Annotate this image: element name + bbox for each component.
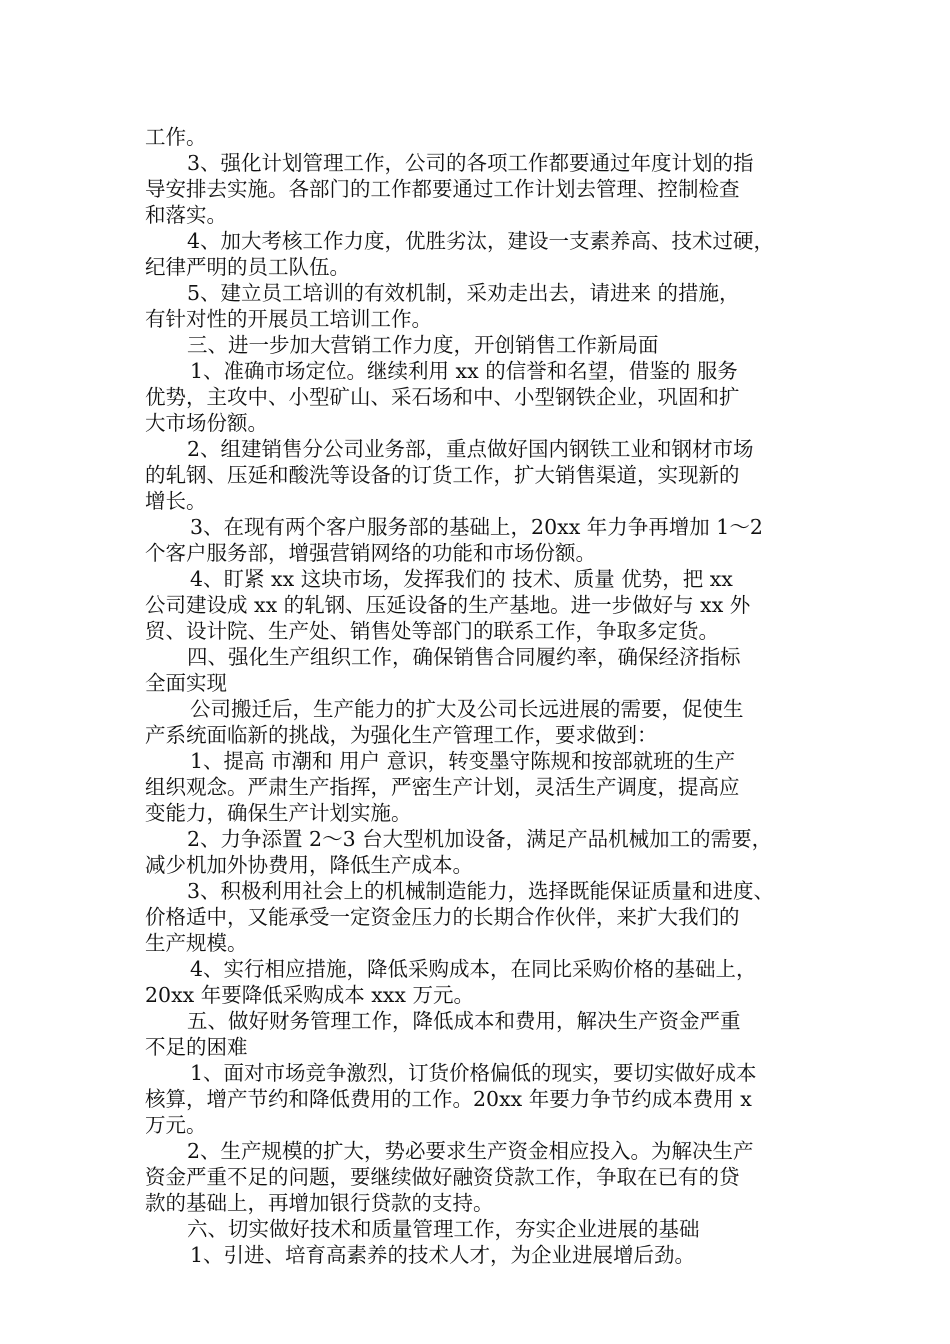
text-line: 2、组建销售分公司业务部，重点做好国内钢铁工业和钢材市场 — [187, 437, 754, 461]
text-line: 1、提高 市潮和 用户 意识，转变墨守陈规和按部就班的生产 — [190, 749, 736, 773]
text-line: 1、准确市场定位。继续利用 xx 的信誉和名望，借鉴的 服务 — [190, 359, 738, 383]
text-line: 款的基础上，再增加银行贷款的支持。 — [145, 1191, 494, 1215]
text-line: 生产规模。 — [145, 931, 248, 955]
text-line: 4、加大考核工作力度，优胜劣汰，建设一支素养高、技术过硬， — [187, 229, 775, 253]
text-line: 资金严重不足的问题，要继续做好融资贷款工作，争取在已有的贷 — [145, 1165, 740, 1189]
text-line: 和落实。 — [145, 203, 227, 227]
text-line: 4、盯紧 xx 这块市场，发挥我们的 技术、质量 优势，把 xx — [190, 567, 733, 591]
text-line: 1、引进、培育高素养的技术人才，为企业进展增后劲。 — [190, 1243, 696, 1267]
section-heading: 四、强化生产组织工作，确保销售合同履约率，确保经济指标 — [187, 645, 741, 669]
text-line: 优势，主攻中、小型矿山、采石场和中、小型钢铁企业，巩固和扩 — [145, 385, 740, 409]
text-line: 大市场份额。 — [145, 411, 268, 435]
text-line: 2、生产规模的扩大，势必要求生产资金相应投入。为解决生产 — [187, 1139, 754, 1163]
text-line: 变能力，确保生产计划实施。 — [145, 801, 412, 825]
text-line: 3、积极利用社会上的机械制造能力，选择既能保证质量和进度、 — [187, 879, 775, 903]
section-heading: 不足的困难 — [145, 1035, 248, 1059]
text-line: 2、力争添置 2～3 台大型机加设备，满足产品机械加工的需要， — [187, 827, 773, 851]
section-heading: 五、做好财务管理工作，降低成本和费用，解决生产资金严重 — [187, 1009, 741, 1033]
text-line: 导安排去实施。各部门的工作都要通过工作计划去管理、控制检查 — [145, 177, 740, 201]
text-line: 20xx 年要降低采购成本 xxx 万元。 — [145, 983, 474, 1007]
text-line: 公司建设成 xx 的轧钢、压延设备的生产基地。进一步做好与 xx 外 — [145, 593, 751, 617]
text-line: 价格适中，又能承受一定资金压力的长期合作伙伴，来扩大我们的 — [145, 905, 740, 929]
text-line: 5、建立员工培训的有效机制，采劝走出去，请进来 的措施， — [187, 281, 740, 305]
text-line: 万元。 — [145, 1113, 207, 1137]
text-line: 的轧钢、压延和酸洗等设备的订货工作，扩大销售渠道，实现新的 — [145, 463, 740, 487]
text-line: 核算，增产节约和降低费用的工作。20xx 年要力争节约成本费用 x — [145, 1087, 752, 1111]
text-line: 组织观念。严肃生产指挥，严密生产计划，灵活生产调度，提高应 — [145, 775, 740, 799]
text-line: 贸、设计院、生产处、销售处等部门的联系工作，争取多定货。 — [145, 619, 719, 643]
text-line: 产系统面临新的挑战，为强化生产管理工作，要求做到： — [145, 723, 658, 747]
text-line: 公司搬迁后，生产能力的扩大及公司长远进展的需要，促使生 — [190, 697, 744, 721]
text-line: 个客户服务部，增强营销网络的功能和市场份额。 — [145, 541, 596, 565]
text-line: 4、实行相应措施，降低采购成本，在同比采购价格的基础上， — [190, 957, 757, 981]
section-heading: 三、进一步加大营销工作力度，开创销售工作新局面 — [187, 333, 659, 357]
text-line: 1、面对市场竞争激烈，订货价格偏低的现实，要切实做好成本 — [190, 1061, 757, 1085]
text-line: 有针对性的开展员工培训工作。 — [145, 307, 432, 331]
text-line: 纪律严明的员工队伍。 — [145, 255, 350, 279]
text-line: 工作。 — [145, 125, 207, 149]
section-heading: 全面实现 — [145, 671, 227, 695]
text-line: 3、在现有两个客户服务部的基础上，20xx 年力争再增加 1～2 — [190, 515, 763, 539]
text-line: 3、强化计划管理工作，公司的各项工作都要通过年度计划的指 — [187, 151, 754, 175]
section-heading: 六、切实做好技术和质量管理工作，夯实企业进展的基础 — [187, 1217, 700, 1241]
text-line: 减少机加外协费用，降低生产成本。 — [145, 853, 473, 877]
text-line: 增长。 — [145, 489, 207, 513]
